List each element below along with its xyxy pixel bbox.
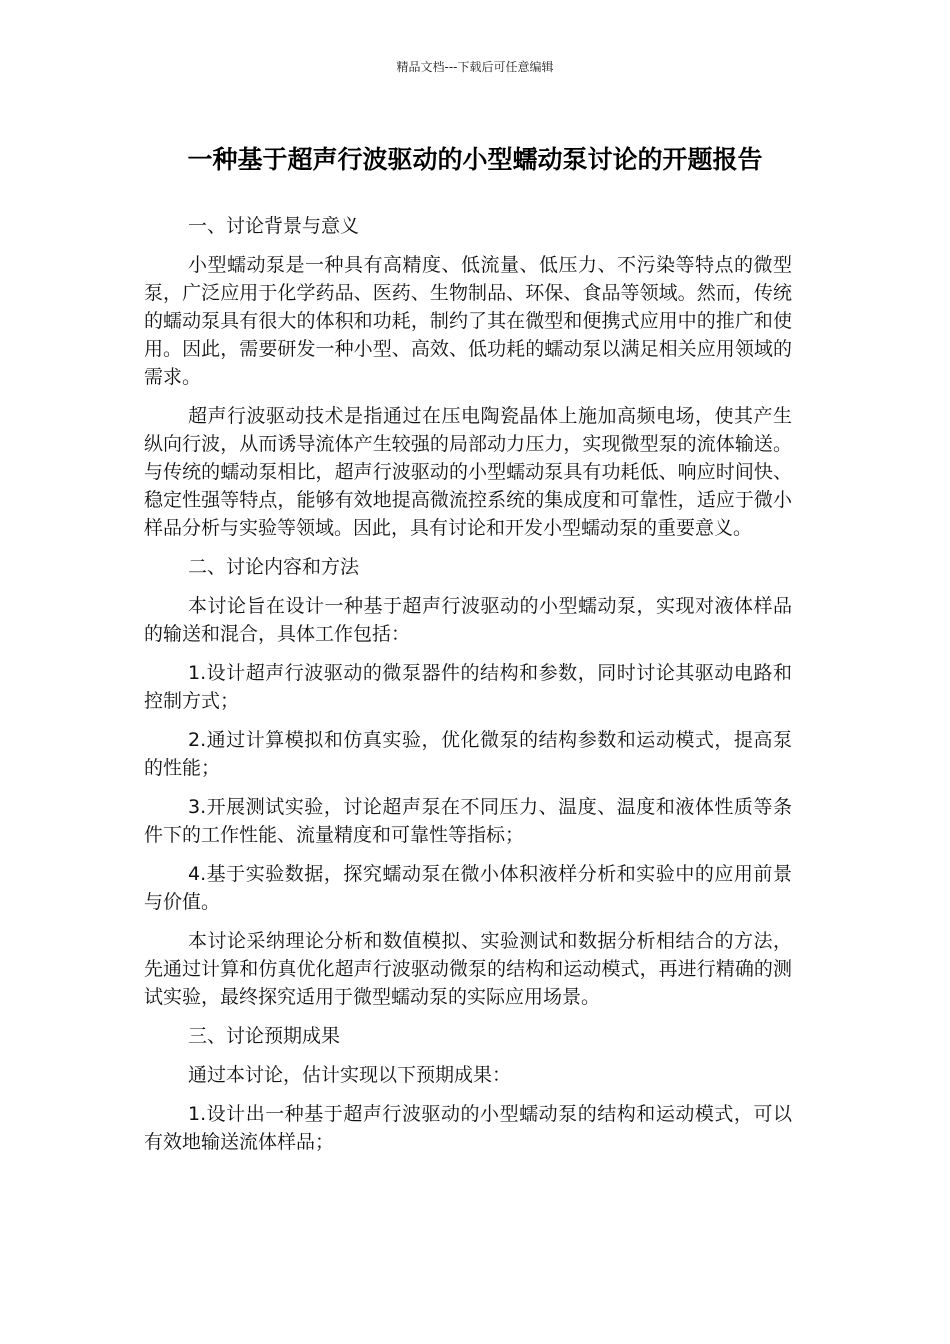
document-title: 一种基于超声行波驱动的小型蠕动泵讨论的开题报告 xyxy=(187,145,763,174)
paragraph: 超声行波驱动技术是指通过在压电陶瓷晶体上施加高频电场，使其产生纵向行波，从而诱导流体产生较强的局部动力压力，实现微型泵的流体输送。与传统的蠕动泵相比，超声行波驱动的小型蠕动泵具有功耗低、响应时间快、稳定性强等特点，能够有效地提高微流控系统的集成度和可靠性，适应于微小样品分析与实验等领域。因此，具有讨论和开发小型蠕动泵的重要意义。 xyxy=(144,405,792,539)
list-item: 2.通过计算模拟和仿真实验，优化微泵的结构参数和运动模式，提高泵的性能； xyxy=(144,729,792,779)
list-item: 3.开展测试实验，讨论超声泵在不同压力、温度、温度和液体性质等条件下的工作性能、流量精度和可靠性等指标； xyxy=(144,796,792,846)
paragraph: 本讨论旨在设计一种基于超声行波驱动的小型蠕动泵，实现对液体样品的输送和混合，具体工作包括： xyxy=(144,595,792,645)
section-heading-background: 一、讨论背景与意义 xyxy=(188,215,360,237)
header-note: 精品文档---下载后可任意编辑 xyxy=(396,60,554,74)
section-heading-results: 三、讨论预期成果 xyxy=(188,1025,341,1047)
paragraph: 小型蠕动泵是一种具有高精度、低流量、低压力、不污染等特点的微型泵，广泛应用于化学药品、医药、生物制品、环保、食品等领域。然而，传统的蠕动泵具有很大的体积和功耗，制约了其在微型和便携式应用中的推广和使用。因此，需要研发一种小型、高效、低功耗的蠕动泵以满足相关应用领域的需求。 xyxy=(144,254,792,388)
list-item: 1.设计出一种基于超声行波驱动的小型蠕动泵的结构和运动模式，可以有效地输送流体样品； xyxy=(144,1103,792,1153)
section-heading-methods: 二、讨论内容和方法 xyxy=(188,556,360,578)
list-item: 1.设计超声行波驱动的微泵器件的结构和参数，同时讨论其驱动电路和控制方式； xyxy=(144,662,792,712)
paragraph: 通过本讨论，估计实现以下预期成果： xyxy=(188,1064,512,1086)
document-body xyxy=(144,212,792,1167)
paragraph: 本讨论采纳理论分析和数值模拟、实验测试和数据分析相结合的方法，先通过计算和仿真优化超声行波驱动微泵的结构和运动模式，再进行精确的测试实验，最终探究适用于微型蠕动泵的实际应用场景。 xyxy=(144,930,792,1008)
list-item: 4.基于实验数据，探究蠕动泵在微小体积液样分析和实验中的应用前景与价值。 xyxy=(144,863,792,913)
